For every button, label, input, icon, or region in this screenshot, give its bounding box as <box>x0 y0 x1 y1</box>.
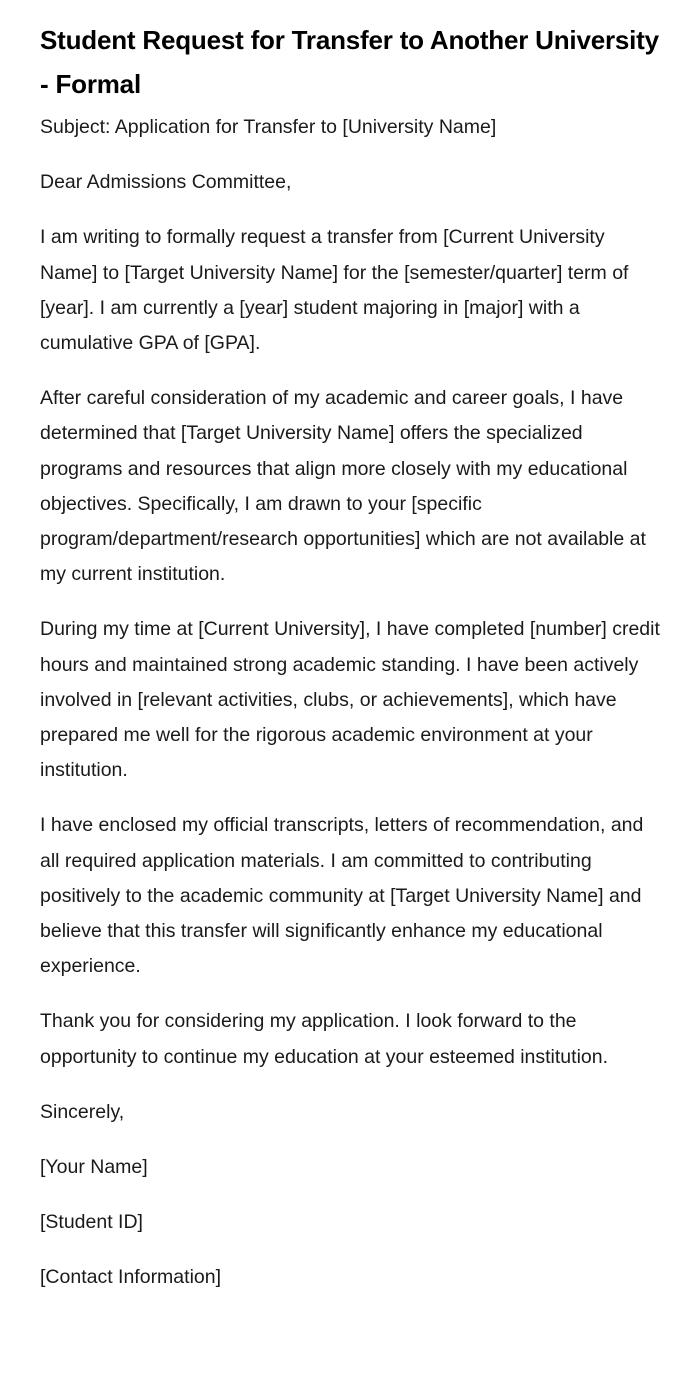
closing: Sincerely, <box>40 1100 125 1123</box>
body-paragraph-3: During my time at [Current University], I have completed [number] credit hours and maintained strong academic standing. I have been actively involved in [relevant activities, clubs, or achievements], which have prepared me well for the rigorous academic environment at your institution. <box>40 618 660 782</box>
student-id: [Student ID] <box>40 1211 143 1234</box>
body-paragraph-1: I am writing to formally request a transfer from [Current University Name] to [Target University Name] for the [semester/quarter] term of [year]. I am currently a [year] student majoring in [major] with a cumulative GPA of [GPA]. <box>40 226 629 355</box>
body-paragraph-5: Thank you for considering my application. I look forward to the opportunity to continue my education at your esteemed institution. <box>40 1010 609 1068</box>
page-title: Student Request for Transfer to Another University - Formal <box>40 25 659 99</box>
contact-information: [Contact Information] <box>40 1266 222 1289</box>
body-paragraph-2: After careful consideration of my academic and career goals, I have determined that [Target University Name] offers the specialized programs and resources that align more closely with my educational objectives. Specifically, I am drawn to your [specific program/department/research opportunities] which are not available at my current institution. <box>40 387 646 586</box>
body-paragraph-4: I have enclosed my official transcripts, letters of recommendation, and all required application materials. I am committed to contributing positively to the academic community at [Target University Name] and believe that this transfer will significantly enhance my educational experience. <box>40 814 644 978</box>
signature-name: [Your Name] <box>40 1156 148 1179</box>
subject-line: Subject: Application for Transfer to [University Name] <box>40 116 497 138</box>
salutation: Dear Admissions Committee, <box>40 171 292 194</box>
